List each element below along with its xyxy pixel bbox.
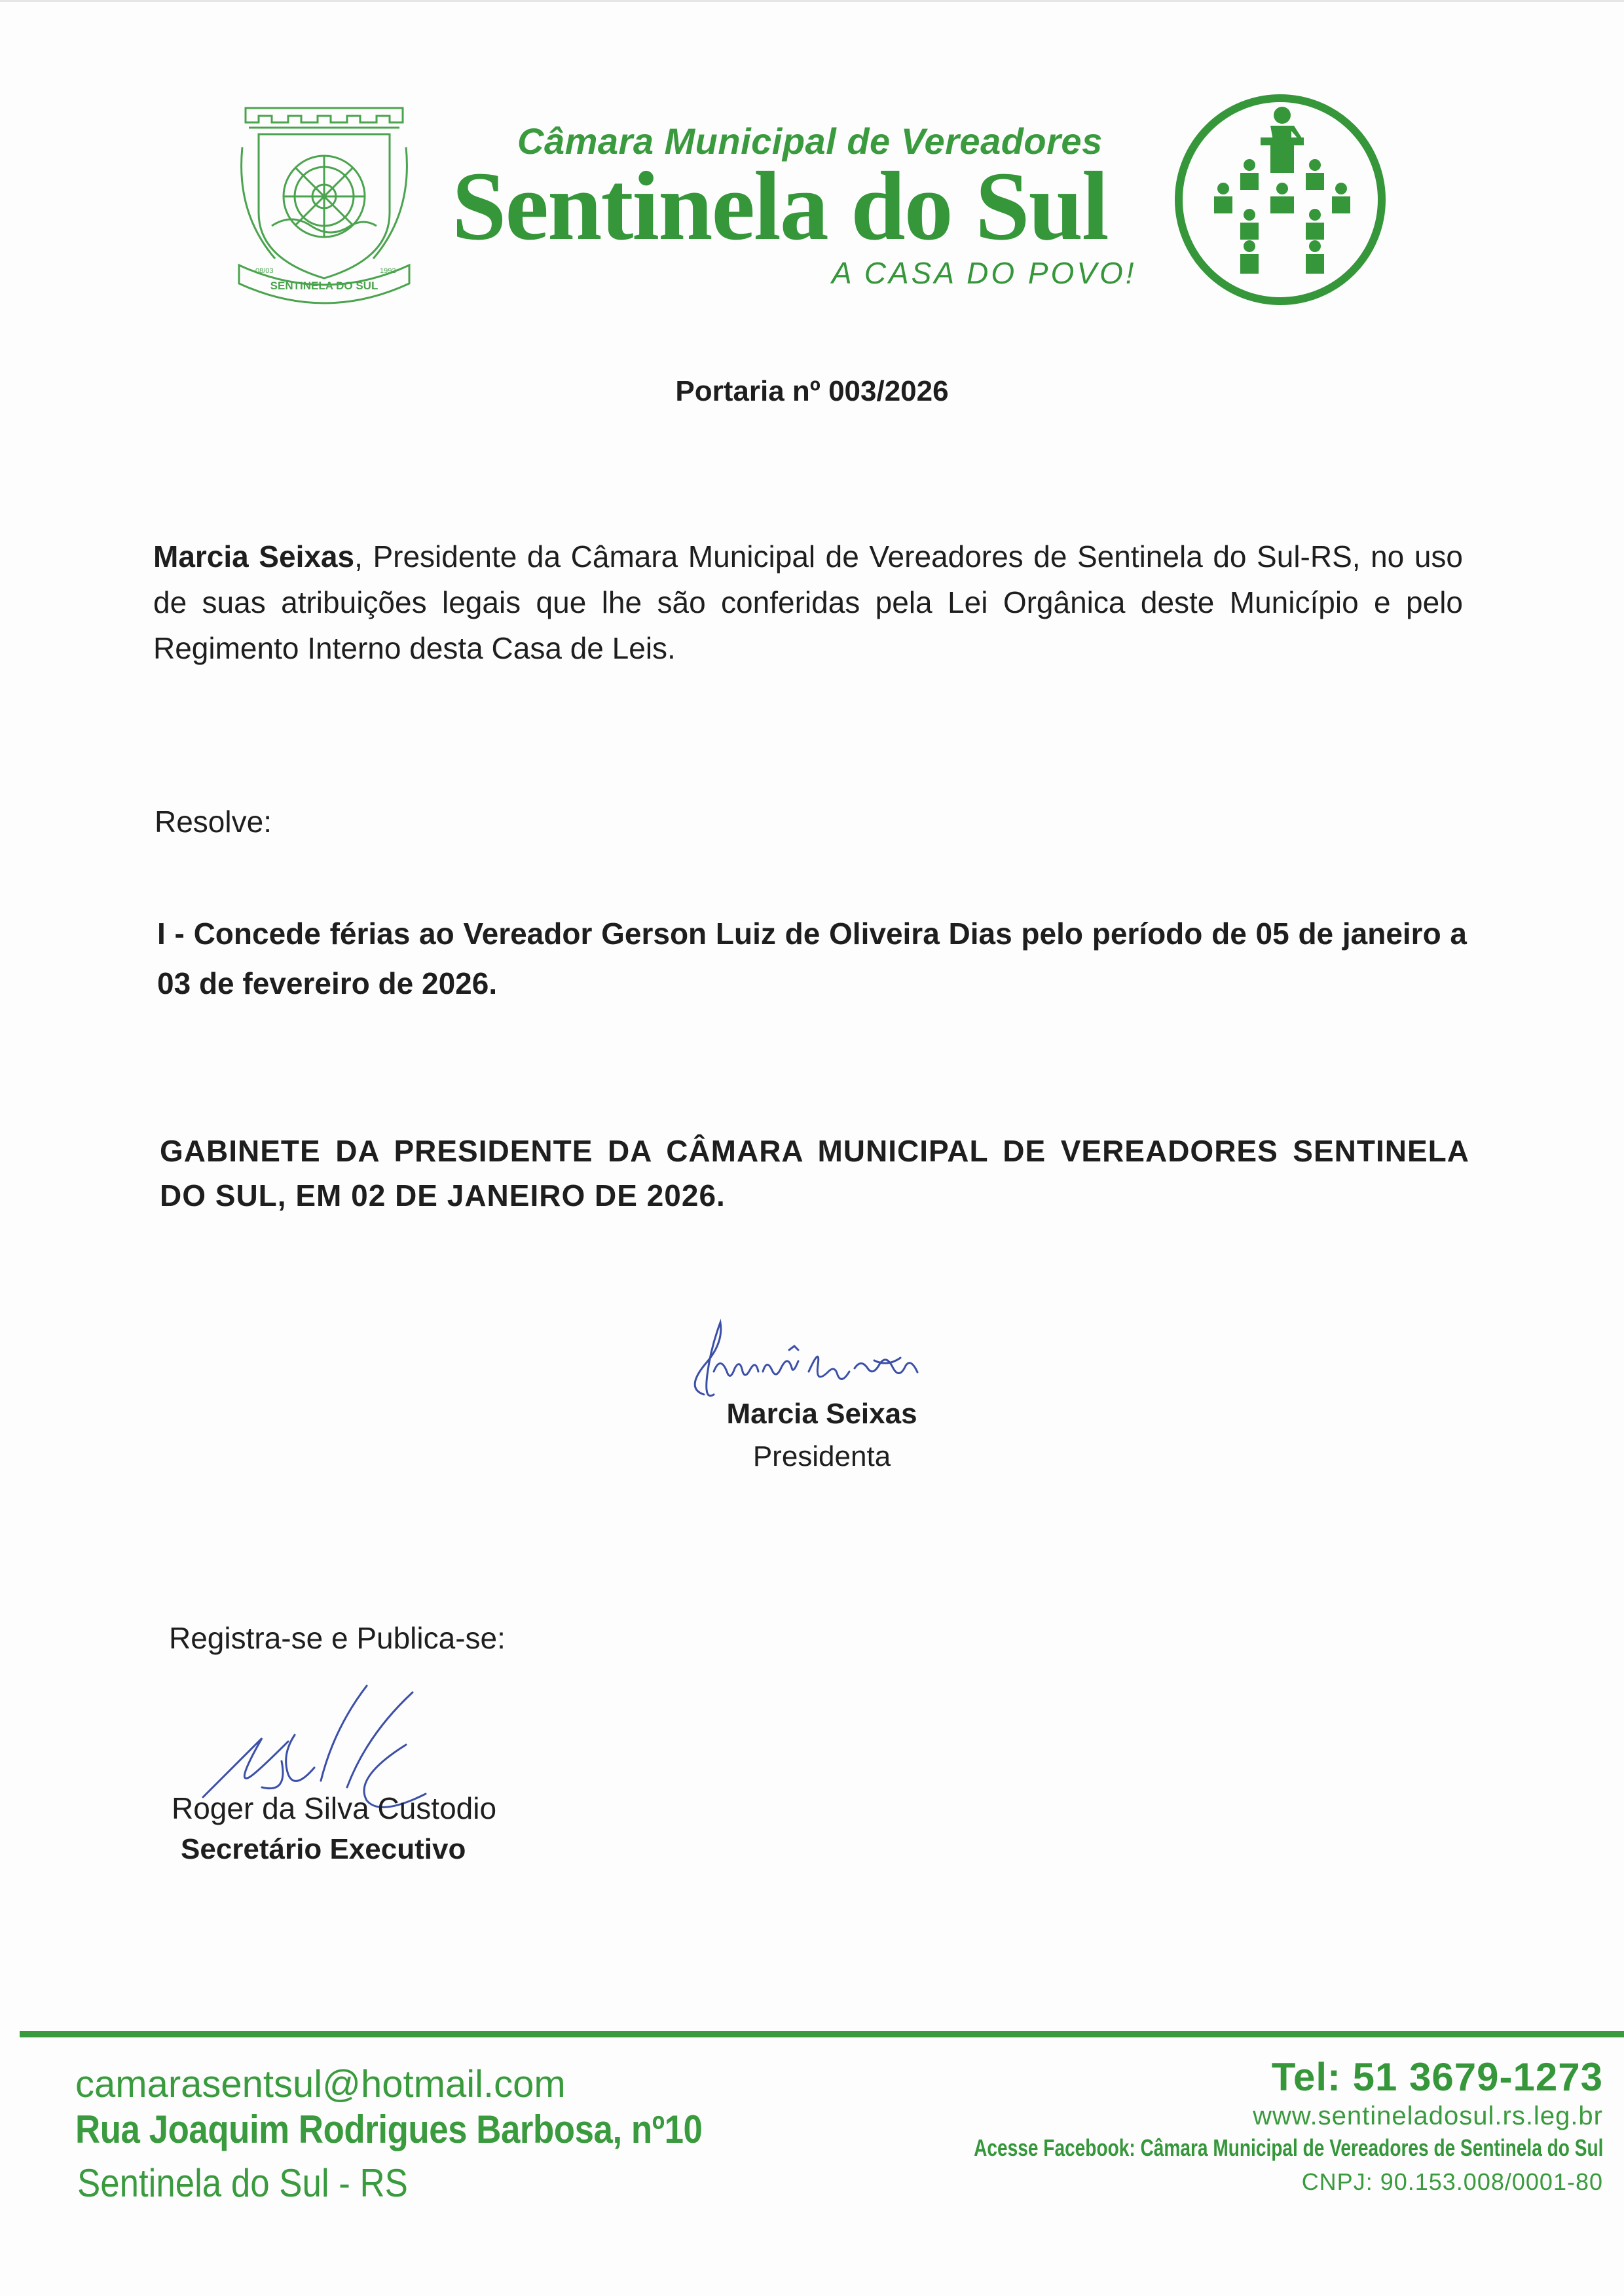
assembly-emblem-icon: [1172, 92, 1388, 308]
signer2-role: Secretário Executivo: [181, 1833, 466, 1865]
footer-address: Rua Joaquim Rodrigues Barbosa, nº10: [75, 2107, 703, 2151]
footer-phone: Tel: 51 3679-1273: [1271, 2055, 1603, 2099]
footer-email: camarasentsul@hotmail.com: [75, 2063, 566, 2105]
footer-divider: [20, 2031, 1624, 2037]
header-slogan: A CASA DO POVO!: [832, 256, 1137, 290]
preamble-paragraph: [153, 534, 1463, 671]
page-edge: [0, 0, 1624, 2]
header-subtitle: Câmara Municipal de Vereadores: [517, 120, 1103, 162]
header-title: Sentinela do Sul: [452, 152, 1108, 261]
portaria-number: Portaria nº 003/2026: [675, 375, 949, 407]
signer1-role: Presidenta: [752, 1440, 891, 1472]
coat-left-date: 08/03: [255, 267, 274, 275]
registra-label: Registra-se e Publica-se:: [169, 1621, 506, 1655]
signer1-name: Marcia Seixas: [726, 1398, 917, 1430]
coat-of-arms-icon: [232, 101, 416, 311]
coat-ribbon-text: SENTINELA DO SUL: [270, 280, 378, 292]
signer2-name: Roger da Silva Custodio: [172, 1791, 497, 1825]
footer-facebook: Acesse Facebook: Câmara Municipal de Vereadores de Sentinela do Sul: [973, 2134, 1603, 2161]
footer-website: www.sentineladosul.rs.leg.br: [1253, 2102, 1603, 2130]
coat-right-year: 1992: [380, 267, 396, 275]
footer-city: Sentinela do Sul - RS: [77, 2161, 408, 2205]
resolve-label: Resolve:: [155, 805, 272, 839]
preamble-name: Marcia Seixas: [153, 539, 355, 574]
resolution-item-1: I - Concede férias ao Vereador Gerson Luiz de Oliveira Dias pelo período de 05 de janeiro a 03 de fevereiro de 2026.: [157, 917, 1467, 1000]
preamble-text: , Presidente da Câmara Municipal de Vereadores de Sentinela do Sul-RS, no uso de suas atribuições legais que lhe são conferidas pela Lei Orgânica deste Município e pelo Regimento Interno desta Casa de Leis.: [153, 539, 1463, 665]
footer-cnpj: CNPJ: 90.153.008/0001-80: [1301, 2168, 1603, 2195]
gabinete-statement: GABINETE DA PRESIDENTE DA CÂMARA MUNICIPAL DE VEREADORES SENTINELA DO SUL, EM 02 DE JANEIRO DE 2026.: [160, 1134, 1469, 1212]
